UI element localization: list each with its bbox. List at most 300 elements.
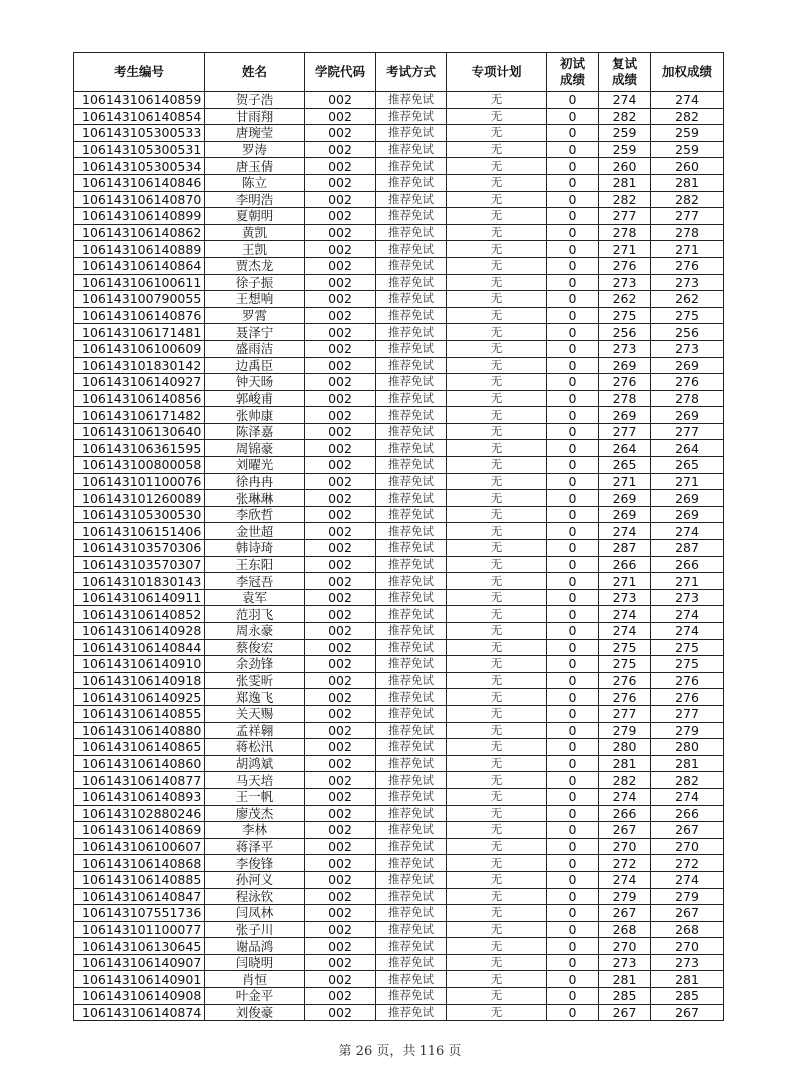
special-plan-cell: 无 xyxy=(447,938,547,955)
candidate-id-cell: 106143106140925 xyxy=(74,689,205,706)
college-code-cell: 002 xyxy=(305,324,376,341)
exam-method-cell: 推荐免试 xyxy=(376,971,447,988)
candidate-id-cell: 106143106140876 xyxy=(74,307,205,324)
exam-method-cell: 推荐免试 xyxy=(376,573,447,590)
table-row xyxy=(74,506,724,523)
name-cell: 张雯昕 xyxy=(205,672,305,689)
weighted-score-cell: 282 xyxy=(651,772,724,789)
special-plan-cell: 无 xyxy=(447,739,547,756)
exam-method-cell: 推荐免试 xyxy=(376,340,447,357)
college-code-cell: 002 xyxy=(305,606,376,623)
table-row xyxy=(74,639,724,656)
candidate-id-cell: 106143106140877 xyxy=(74,772,205,789)
college-code-cell: 002 xyxy=(305,340,376,357)
header-retest-score: 复试 成绩 xyxy=(599,53,651,92)
candidate-id-cell: 106143101100076 xyxy=(74,473,205,490)
weighted-score-cell: 278 xyxy=(651,390,724,407)
preliminary-score-cell: 0 xyxy=(547,988,599,1005)
table-row xyxy=(74,722,724,739)
college-code-cell: 002 xyxy=(305,473,376,490)
name-cell: 韩诗琦 xyxy=(205,540,305,557)
special-plan-cell: 无 xyxy=(447,506,547,523)
special-plan-cell: 无 xyxy=(447,1004,547,1021)
preliminary-score-cell: 0 xyxy=(547,174,599,191)
preliminary-score-cell: 0 xyxy=(547,374,599,391)
table-header-row xyxy=(74,53,724,92)
retest-score-cell: 287 xyxy=(599,540,651,557)
college-code-cell: 002 xyxy=(305,540,376,557)
table-row xyxy=(74,788,724,805)
preliminary-score-cell: 0 xyxy=(547,191,599,208)
special-plan-cell: 无 xyxy=(447,855,547,872)
retest-score-cell: 273 xyxy=(599,274,651,291)
exam-method-cell: 推荐免试 xyxy=(376,506,447,523)
name-cell: 周永豪 xyxy=(205,623,305,640)
name-cell: 蒋泽平 xyxy=(205,838,305,855)
name-cell: 徐子振 xyxy=(205,274,305,291)
special-plan-cell: 无 xyxy=(447,291,547,308)
exam-method-cell: 推荐免试 xyxy=(376,805,447,822)
retest-score-cell: 275 xyxy=(599,656,651,673)
name-cell: 郑逸飞 xyxy=(205,689,305,706)
college-code-cell: 002 xyxy=(305,988,376,1005)
special-plan-cell: 无 xyxy=(447,755,547,772)
preliminary-score-cell: 0 xyxy=(547,224,599,241)
preliminary-score-cell: 0 xyxy=(547,340,599,357)
weighted-score-cell: 271 xyxy=(651,573,724,590)
preliminary-score-cell: 0 xyxy=(547,855,599,872)
exam-method-cell: 推荐免试 xyxy=(376,473,447,490)
retest-score-cell: 274 xyxy=(599,788,651,805)
weighted-score-cell: 277 xyxy=(651,705,724,722)
name-cell: 王凯 xyxy=(205,241,305,258)
weighted-score-cell: 273 xyxy=(651,274,724,291)
retest-score-cell: 270 xyxy=(599,938,651,955)
preliminary-score-cell: 0 xyxy=(547,125,599,142)
page-footer: 第 26 页，共 116 页 xyxy=(338,1044,462,1059)
weighted-score-cell: 264 xyxy=(651,440,724,457)
weighted-score-cell: 259 xyxy=(651,141,724,158)
table-row xyxy=(74,257,724,274)
retest-score-cell: 272 xyxy=(599,855,651,872)
retest-score-cell: 256 xyxy=(599,324,651,341)
exam-method-cell: 推荐免试 xyxy=(376,639,447,656)
candidate-id-cell: 106143106140880 xyxy=(74,722,205,739)
retest-score-cell: 276 xyxy=(599,689,651,706)
special-plan-cell: 无 xyxy=(447,257,547,274)
college-code-cell: 002 xyxy=(305,855,376,872)
name-cell: 贾杰龙 xyxy=(205,257,305,274)
weighted-score-cell: 266 xyxy=(651,805,724,822)
name-cell: 余劲锋 xyxy=(205,656,305,673)
weighted-score-cell: 269 xyxy=(651,490,724,507)
preliminary-score-cell: 0 xyxy=(547,755,599,772)
preliminary-score-cell: 0 xyxy=(547,722,599,739)
preliminary-score-cell: 0 xyxy=(547,805,599,822)
table-row xyxy=(74,224,724,241)
weighted-score-cell: 279 xyxy=(651,888,724,905)
name-cell: 马天培 xyxy=(205,772,305,789)
weighted-score-cell: 269 xyxy=(651,506,724,523)
college-code-cell: 002 xyxy=(305,125,376,142)
college-code-cell: 002 xyxy=(305,158,376,175)
exam-method-cell: 推荐免试 xyxy=(376,722,447,739)
college-code-cell: 002 xyxy=(305,440,376,457)
candidate-id-cell: 106143106140855 xyxy=(74,705,205,722)
special-plan-cell: 无 xyxy=(447,241,547,258)
special-plan-cell: 无 xyxy=(447,125,547,142)
name-cell: 周锦豪 xyxy=(205,440,305,457)
preliminary-score-cell: 0 xyxy=(547,540,599,557)
weighted-score-cell: 267 xyxy=(651,822,724,839)
preliminary-score-cell: 0 xyxy=(547,506,599,523)
table-row xyxy=(74,573,724,590)
retest-score-cell: 271 xyxy=(599,473,651,490)
retest-score-cell: 267 xyxy=(599,822,651,839)
weighted-score-cell: 274 xyxy=(651,606,724,623)
retest-score-cell: 274 xyxy=(599,871,651,888)
candidate-id-cell: 106143105300534 xyxy=(74,158,205,175)
table-row xyxy=(74,357,724,374)
college-code-cell: 002 xyxy=(305,888,376,905)
candidate-id-cell: 106143100790055 xyxy=(74,291,205,308)
exam-method-cell: 推荐免试 xyxy=(376,274,447,291)
name-cell: 闫晓明 xyxy=(205,954,305,971)
college-code-cell: 002 xyxy=(305,274,376,291)
candidate-id-cell: 106143103570307 xyxy=(74,556,205,573)
retest-score-cell: 276 xyxy=(599,374,651,391)
special-plan-cell: 无 xyxy=(447,457,547,474)
header-special-plan: 专项计划 xyxy=(447,53,547,92)
name-cell: 叶金平 xyxy=(205,988,305,1005)
college-code-cell: 002 xyxy=(305,457,376,474)
special-plan-cell: 无 xyxy=(447,606,547,623)
weighted-score-cell: 269 xyxy=(651,407,724,424)
preliminary-score-cell: 0 xyxy=(547,556,599,573)
preliminary-score-cell: 0 xyxy=(547,208,599,225)
retest-score-cell: 264 xyxy=(599,440,651,457)
retest-score-cell: 273 xyxy=(599,340,651,357)
exam-method-cell: 推荐免试 xyxy=(376,158,447,175)
weighted-score-cell: 262 xyxy=(651,291,724,308)
preliminary-score-cell: 0 xyxy=(547,1004,599,1021)
exam-method-cell: 推荐免试 xyxy=(376,921,447,938)
special-plan-cell: 无 xyxy=(447,888,547,905)
name-cell: 谢品鸿 xyxy=(205,938,305,955)
weighted-score-cell: 285 xyxy=(651,988,724,1005)
preliminary-score-cell: 0 xyxy=(547,291,599,308)
name-cell: 王一帆 xyxy=(205,788,305,805)
exam-method-cell: 推荐免试 xyxy=(376,672,447,689)
preliminary-score-cell: 0 xyxy=(547,357,599,374)
exam-method-cell: 推荐免试 xyxy=(376,357,447,374)
name-cell: 李林 xyxy=(205,822,305,839)
special-plan-cell: 无 xyxy=(447,540,547,557)
special-plan-cell: 无 xyxy=(447,407,547,424)
preliminary-score-cell: 0 xyxy=(547,473,599,490)
name-cell: 罗涛 xyxy=(205,141,305,158)
admission-table-container xyxy=(73,52,724,1021)
preliminary-score-cell: 0 xyxy=(547,639,599,656)
name-cell: 张琳琳 xyxy=(205,490,305,507)
table-row xyxy=(74,822,724,839)
retest-score-cell: 266 xyxy=(599,805,651,822)
special-plan-cell: 无 xyxy=(447,988,547,1005)
table-row xyxy=(74,871,724,888)
table-row xyxy=(74,125,724,142)
retest-score-cell: 274 xyxy=(599,623,651,640)
preliminary-score-cell: 0 xyxy=(547,274,599,291)
candidate-id-cell: 106143106100607 xyxy=(74,838,205,855)
college-code-cell: 002 xyxy=(305,739,376,756)
retest-score-cell: 269 xyxy=(599,490,651,507)
preliminary-score-cell: 0 xyxy=(547,108,599,125)
special-plan-cell: 无 xyxy=(447,208,547,225)
weighted-score-cell: 272 xyxy=(651,855,724,872)
college-code-cell: 002 xyxy=(305,191,376,208)
exam-method-cell: 推荐免试 xyxy=(376,905,447,922)
candidate-id-cell: 106143106140907 xyxy=(74,954,205,971)
special-plan-cell: 无 xyxy=(447,589,547,606)
exam-method-cell: 推荐免试 xyxy=(376,838,447,855)
retest-score-cell: 267 xyxy=(599,905,651,922)
weighted-score-cell: 276 xyxy=(651,374,724,391)
weighted-score-cell: 274 xyxy=(651,523,724,540)
special-plan-cell: 无 xyxy=(447,556,547,573)
exam-method-cell: 推荐免试 xyxy=(376,291,447,308)
special-plan-cell: 无 xyxy=(447,656,547,673)
college-code-cell: 002 xyxy=(305,672,376,689)
special-plan-cell: 无 xyxy=(447,639,547,656)
preliminary-score-cell: 0 xyxy=(547,589,599,606)
table-row xyxy=(74,1004,724,1021)
weighted-score-cell: 282 xyxy=(651,191,724,208)
preliminary-score-cell: 0 xyxy=(547,407,599,424)
candidate-id-cell: 106143106140865 xyxy=(74,739,205,756)
retest-score-cell: 281 xyxy=(599,174,651,191)
table-row xyxy=(74,938,724,955)
candidate-id-cell: 106143106140860 xyxy=(74,755,205,772)
special-plan-cell: 无 xyxy=(447,623,547,640)
name-cell: 蒋松汛 xyxy=(205,739,305,756)
table-row xyxy=(74,805,724,822)
candidate-id-cell: 106143106140847 xyxy=(74,888,205,905)
candidate-id-cell: 106143106171482 xyxy=(74,407,205,424)
candidate-id-cell: 106143106140846 xyxy=(74,174,205,191)
preliminary-score-cell: 0 xyxy=(547,705,599,722)
candidate-id-cell: 106143106140854 xyxy=(74,108,205,125)
weighted-score-cell: 277 xyxy=(651,423,724,440)
weighted-score-cell: 271 xyxy=(651,473,724,490)
exam-method-cell: 推荐免试 xyxy=(376,855,447,872)
exam-method-cell: 推荐免试 xyxy=(376,390,447,407)
preliminary-score-cell: 0 xyxy=(547,158,599,175)
exam-method-cell: 推荐免试 xyxy=(376,755,447,772)
retest-score-cell: 274 xyxy=(599,523,651,540)
candidate-id-cell: 106143101260089 xyxy=(74,490,205,507)
retest-score-cell: 277 xyxy=(599,208,651,225)
retest-score-cell: 279 xyxy=(599,722,651,739)
table-row xyxy=(74,174,724,191)
retest-score-cell: 268 xyxy=(599,921,651,938)
special-plan-cell: 无 xyxy=(447,92,547,109)
weighted-score-cell: 267 xyxy=(651,1004,724,1021)
weighted-score-cell: 256 xyxy=(651,324,724,341)
name-cell: 刘曜光 xyxy=(205,457,305,474)
preliminary-score-cell: 0 xyxy=(547,871,599,888)
table-row xyxy=(74,656,724,673)
college-code-cell: 002 xyxy=(305,174,376,191)
name-cell: 聂泽宁 xyxy=(205,324,305,341)
table-row xyxy=(74,423,724,440)
exam-method-cell: 推荐免试 xyxy=(376,307,447,324)
college-code-cell: 002 xyxy=(305,805,376,822)
weighted-score-cell: 273 xyxy=(651,954,724,971)
college-code-cell: 002 xyxy=(305,108,376,125)
college-code-cell: 002 xyxy=(305,407,376,424)
retest-score-cell: 278 xyxy=(599,390,651,407)
name-cell: 郭峻甫 xyxy=(205,390,305,407)
exam-method-cell: 推荐免试 xyxy=(376,92,447,109)
exam-method-cell: 推荐免试 xyxy=(376,540,447,557)
special-plan-cell: 无 xyxy=(447,871,547,888)
candidate-id-cell: 106143106140868 xyxy=(74,855,205,872)
exam-method-cell: 推荐免试 xyxy=(376,1004,447,1021)
college-code-cell: 002 xyxy=(305,523,376,540)
weighted-score-cell: 274 xyxy=(651,623,724,640)
weighted-score-cell: 265 xyxy=(651,457,724,474)
candidate-id-cell: 106143106140862 xyxy=(74,224,205,241)
college-code-cell: 002 xyxy=(305,374,376,391)
candidate-id-cell: 106143106100609 xyxy=(74,340,205,357)
retest-score-cell: 281 xyxy=(599,755,651,772)
header-college-code: 学院代码 xyxy=(305,53,376,92)
table-row xyxy=(74,606,724,623)
name-cell: 李欣哲 xyxy=(205,506,305,523)
weighted-score-cell: 270 xyxy=(651,938,724,955)
preliminary-score-cell: 0 xyxy=(547,954,599,971)
table-row xyxy=(74,855,724,872)
college-code-cell: 002 xyxy=(305,141,376,158)
candidate-id-cell: 106143106361595 xyxy=(74,440,205,457)
weighted-score-cell: 271 xyxy=(651,241,724,258)
preliminary-score-cell: 0 xyxy=(547,938,599,955)
retest-score-cell: 285 xyxy=(599,988,651,1005)
retest-score-cell: 278 xyxy=(599,224,651,241)
college-code-cell: 002 xyxy=(305,639,376,656)
name-cell: 唐琬莹 xyxy=(205,125,305,142)
college-code-cell: 002 xyxy=(305,357,376,374)
special-plan-cell: 无 xyxy=(447,490,547,507)
table-row xyxy=(74,374,724,391)
preliminary-score-cell: 0 xyxy=(547,523,599,540)
table-row xyxy=(74,589,724,606)
table-row xyxy=(74,307,724,324)
header-preliminary-score: 初试 成绩 xyxy=(547,53,599,92)
preliminary-score-cell: 0 xyxy=(547,788,599,805)
table-row xyxy=(74,141,724,158)
name-cell: 王东阳 xyxy=(205,556,305,573)
college-code-cell: 002 xyxy=(305,938,376,955)
candidate-id-cell: 106143103570306 xyxy=(74,540,205,557)
candidate-id-cell: 106143106151406 xyxy=(74,523,205,540)
table-row xyxy=(74,556,724,573)
preliminary-score-cell: 0 xyxy=(547,921,599,938)
retest-score-cell: 266 xyxy=(599,556,651,573)
special-plan-cell: 无 xyxy=(447,954,547,971)
weighted-score-cell: 270 xyxy=(651,838,724,855)
exam-method-cell: 推荐免试 xyxy=(376,440,447,457)
table-row xyxy=(74,108,724,125)
retest-score-cell: 274 xyxy=(599,92,651,109)
name-cell: 盛雨洁 xyxy=(205,340,305,357)
candidate-id-cell: 106143106140869 xyxy=(74,822,205,839)
college-code-cell: 002 xyxy=(305,490,376,507)
weighted-score-cell: 273 xyxy=(651,340,724,357)
preliminary-score-cell: 0 xyxy=(547,689,599,706)
college-code-cell: 002 xyxy=(305,390,376,407)
name-cell: 闫凤林 xyxy=(205,905,305,922)
name-cell: 夏朝明 xyxy=(205,208,305,225)
college-code-cell: 002 xyxy=(305,291,376,308)
table-row xyxy=(74,971,724,988)
name-cell: 陈泽嘉 xyxy=(205,423,305,440)
name-cell: 徐冉冉 xyxy=(205,473,305,490)
retest-score-cell: 259 xyxy=(599,125,651,142)
table-row xyxy=(74,705,724,722)
retest-score-cell: 269 xyxy=(599,357,651,374)
exam-method-cell: 推荐免试 xyxy=(376,241,447,258)
exam-method-cell: 推荐免试 xyxy=(376,191,447,208)
weighted-score-cell: 276 xyxy=(651,672,724,689)
preliminary-score-cell: 0 xyxy=(547,656,599,673)
exam-method-cell: 推荐免试 xyxy=(376,589,447,606)
preliminary-score-cell: 0 xyxy=(547,573,599,590)
name-cell: 钟天旸 xyxy=(205,374,305,391)
college-code-cell: 002 xyxy=(305,573,376,590)
weighted-score-cell: 278 xyxy=(651,224,724,241)
candidate-id-cell: 106143106140927 xyxy=(74,374,205,391)
retest-score-cell: 277 xyxy=(599,705,651,722)
exam-method-cell: 推荐免试 xyxy=(376,705,447,722)
exam-method-cell: 推荐免试 xyxy=(376,556,447,573)
special-plan-cell: 无 xyxy=(447,788,547,805)
exam-method-cell: 推荐免试 xyxy=(376,689,447,706)
weighted-score-cell: 276 xyxy=(651,689,724,706)
candidate-id-cell: 106143106140889 xyxy=(74,241,205,258)
name-cell: 孟祥翱 xyxy=(205,722,305,739)
header-weighted-score: 加权成绩 xyxy=(651,53,724,92)
retest-score-cell: 271 xyxy=(599,573,651,590)
college-code-cell: 002 xyxy=(305,722,376,739)
exam-method-cell: 推荐免试 xyxy=(376,938,447,955)
exam-method-cell: 推荐免试 xyxy=(376,407,447,424)
weighted-score-cell: 279 xyxy=(651,722,724,739)
exam-method-cell: 推荐免试 xyxy=(376,772,447,789)
retest-score-cell: 267 xyxy=(599,1004,651,1021)
exam-method-cell: 推荐免试 xyxy=(376,523,447,540)
special-plan-cell: 无 xyxy=(447,838,547,855)
table-row xyxy=(74,191,724,208)
special-plan-cell: 无 xyxy=(447,523,547,540)
exam-method-cell: 推荐免试 xyxy=(376,623,447,640)
table-row xyxy=(74,490,724,507)
college-code-cell: 002 xyxy=(305,921,376,938)
special-plan-cell: 无 xyxy=(447,440,547,457)
preliminary-score-cell: 0 xyxy=(547,92,599,109)
retest-score-cell: 282 xyxy=(599,108,651,125)
table-row xyxy=(74,473,724,490)
